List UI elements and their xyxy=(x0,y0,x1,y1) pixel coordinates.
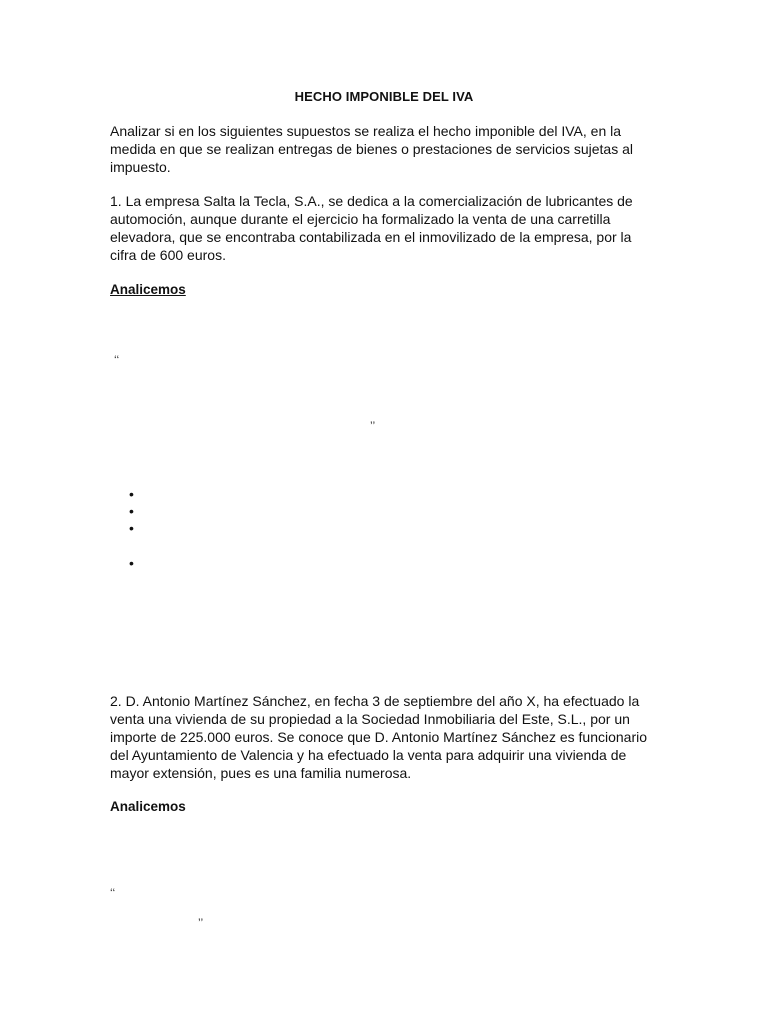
bullet-point: • xyxy=(129,555,134,571)
case2-quote-close: ’’ xyxy=(198,916,204,930)
intro-paragraph: Analizar si en los siguientes supuestos se realiza el hecho imponible del IVA, en la medida en que se realizan entregas de bienes o prestaciones de servicios sujetas al impuesto. xyxy=(110,123,633,175)
case1-quote-close: ’’ xyxy=(370,419,376,433)
bullet-point: • xyxy=(129,520,134,536)
case2-paragraph: 2. D. Antonio Martínez Sánchez, en fecha 3 de septiembre del año X, ha efectuado la venta una vivienda de su propiedad a la Sociedad Inmobiliaria del Este, S.L., por un importe de 225.000 euros. Se conoce que D. Antonio Martínez Sánchez es funcionario del Ayuntamiento de Valencia y ha efectuado la venta para adquirir una vivienda de mayor extensión, pues es una familia numerosa. xyxy=(110,693,648,781)
case1-analysis-heading: Analicemos xyxy=(110,282,186,297)
case2-quote-open: ‘‘ xyxy=(110,886,116,900)
bullet-point: • xyxy=(129,486,134,502)
document-title: HECHO IMPONIBLE DEL IVA xyxy=(294,89,474,104)
case1-paragraph: 1. La empresa Salta la Tecla, S.A., se dedica a la comercialización de lubricantes de automoción, aunque durante el ejercicio ha formalizado la venta de una carretilla elevadora, que se encontraba contabilizada en el inmovilizado de la empresa, por la cifra de 600 euros. xyxy=(110,193,633,263)
case1-quote-open: ‘‘ xyxy=(114,353,120,367)
bullet-point: • xyxy=(129,503,134,519)
case2-analysis-heading: Analicemos xyxy=(110,799,186,814)
